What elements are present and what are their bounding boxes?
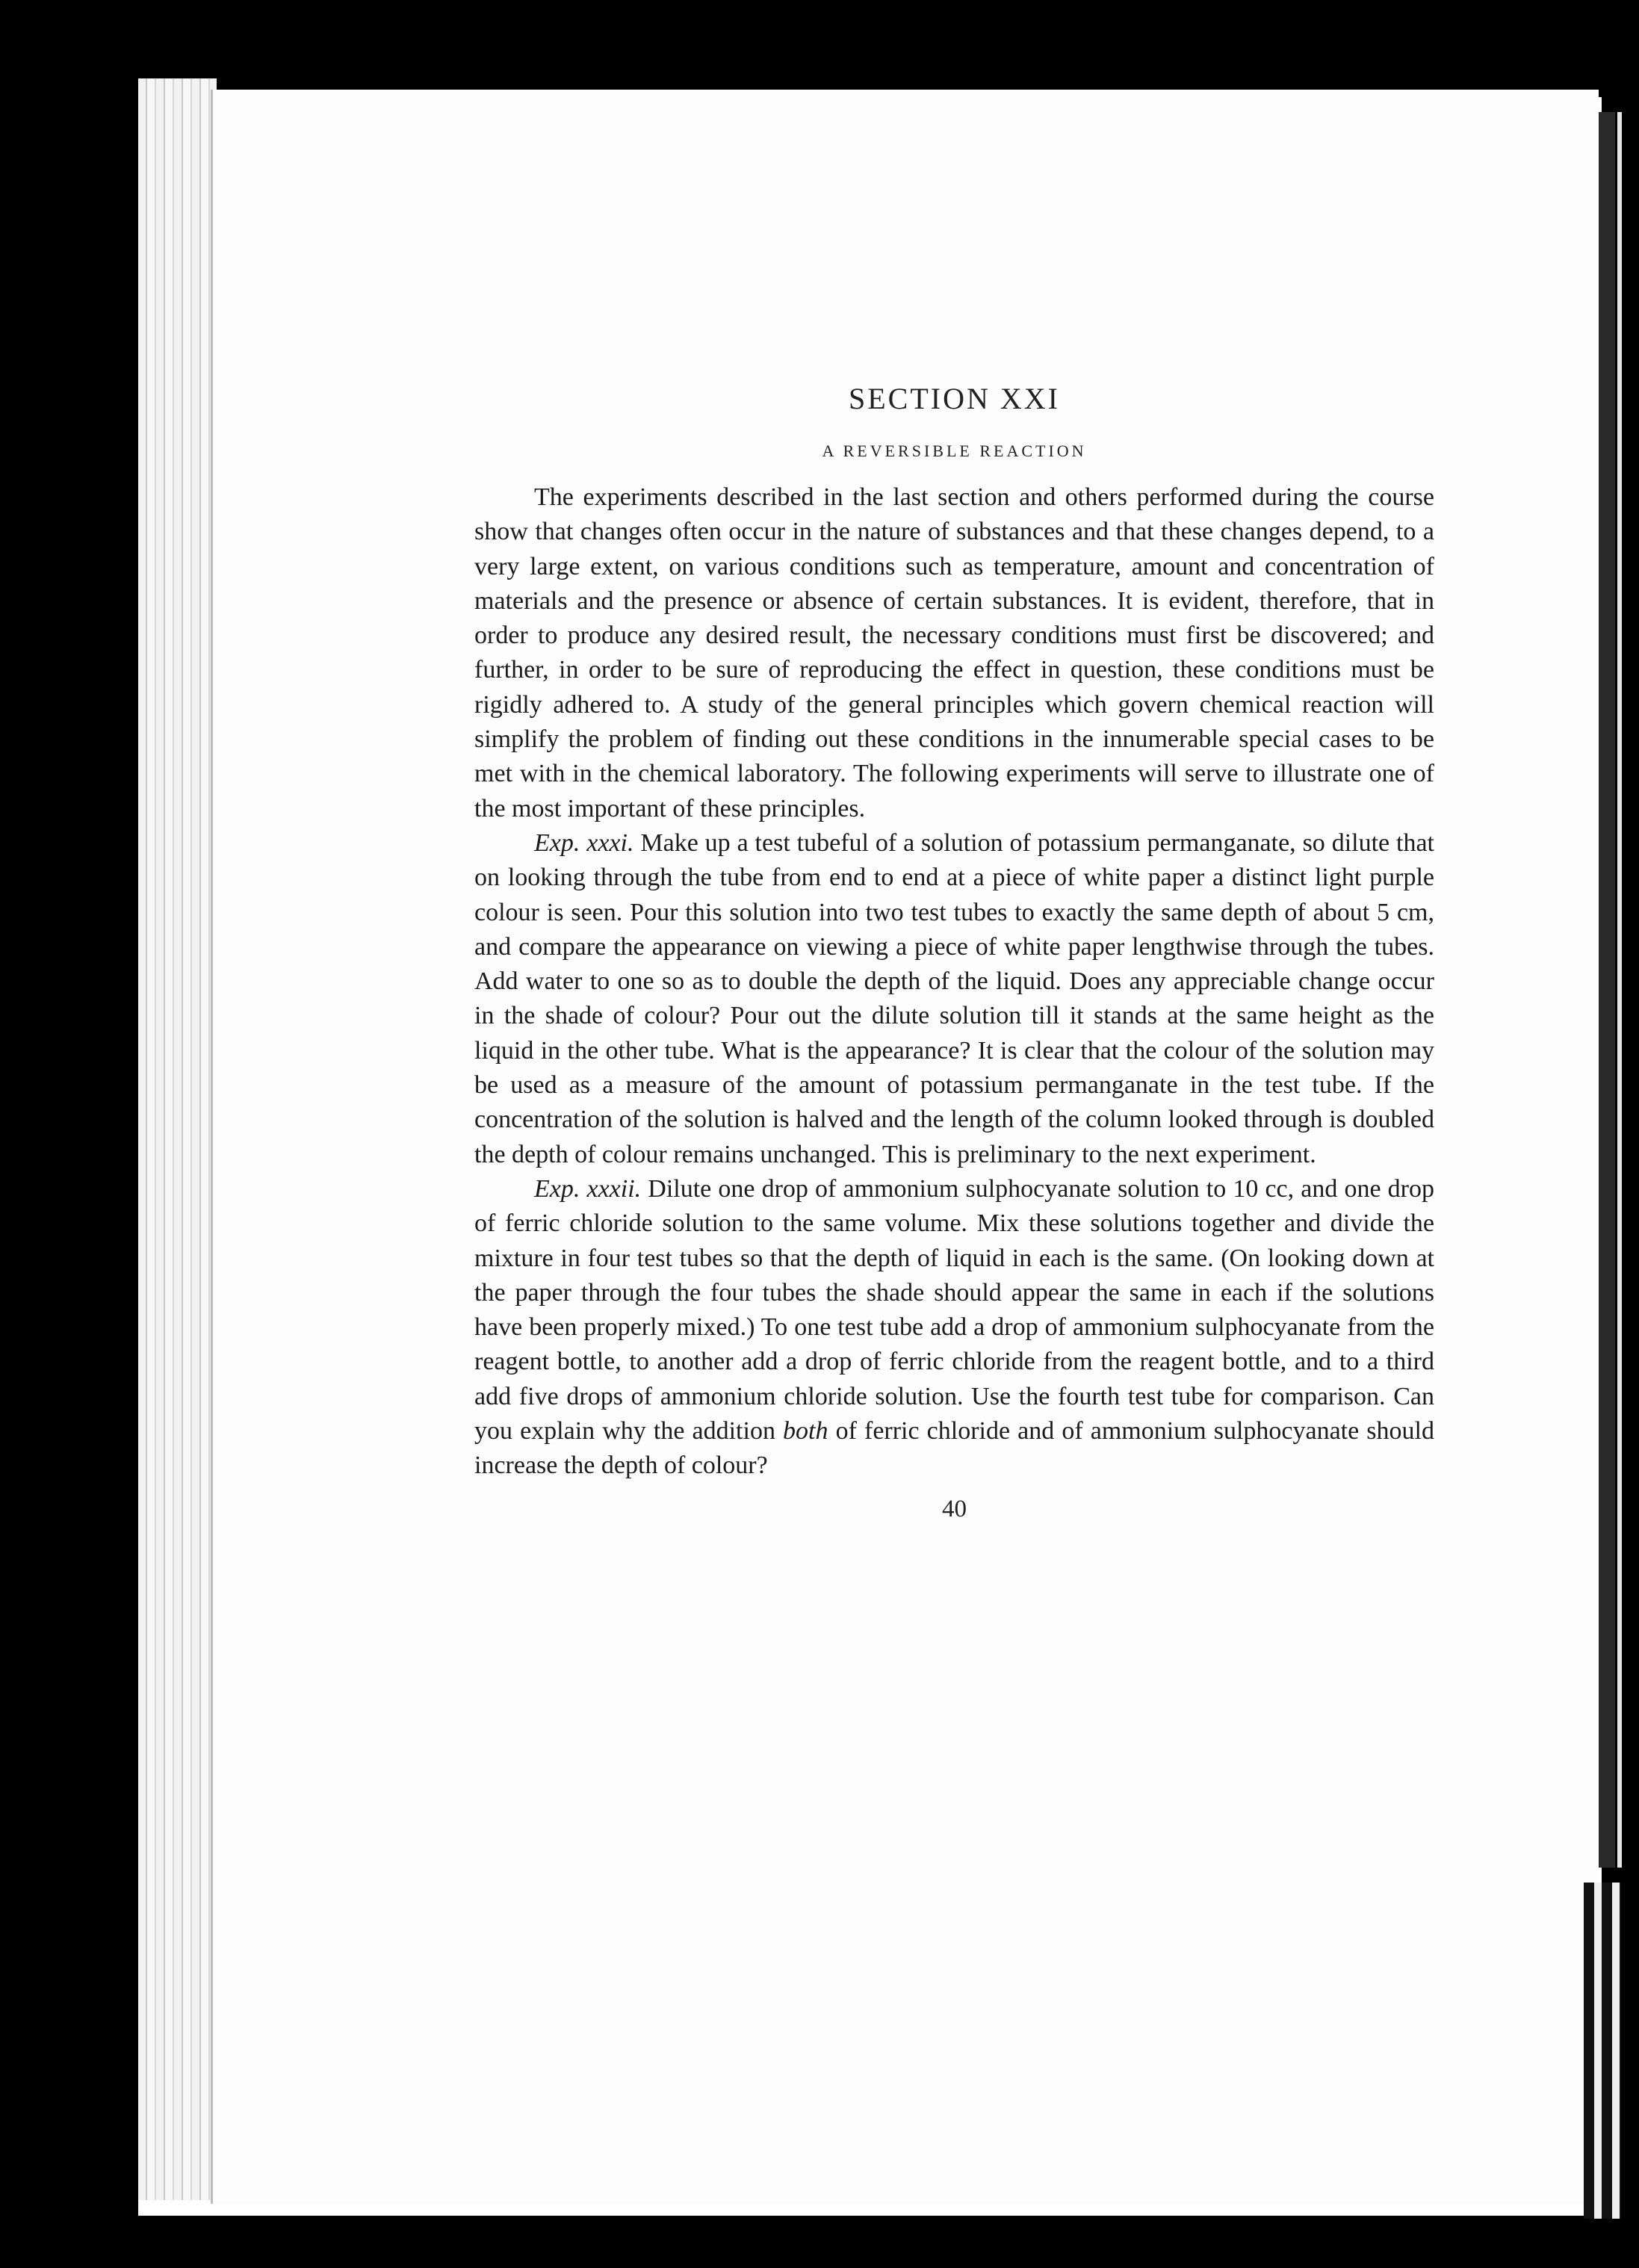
- experiment-xxxii-emphasis: both: [783, 1417, 828, 1446]
- scan-border-left: [0, 0, 138, 2268]
- scan-border-bottom: [0, 2216, 1639, 2268]
- experiment-xxxii-paragraph: [474, 1172, 1434, 1484]
- scan-border-top: [0, 0, 1639, 97]
- experiment-xxxi-label: Exp. xxxi.: [534, 828, 634, 857]
- experiment-xxxii-text: Dilute one drop of ammonium sulphocyanate solution to 10 cc, and one drop of ferric chloride solution to the same volume. Mix these solutions together and divide the mixture in four test tubes so that the depth of liquid in each is the same. (On looking down at the paper through the four tubes the shade should appear the same in each if the solutions have been properly mixed.) To one test tube add a drop of ammonium sulphocyanate from the reagent bottle, to another add a drop of ferric chloride from the reagent bottle, and to a third add five drops of ammonium chloride solution. Use the fourth test tube for comparison. Can you explain why the addition: [474, 1174, 1434, 1446]
- page-number: 40: [942, 1495, 967, 1522]
- experiment-xxxii-label: Exp. xxxii.: [534, 1174, 642, 1203]
- page-edges: [138, 78, 217, 2200]
- experiment-xxxi-text: Make up a test tubeful of a solution of potassium permanganate, so dilute that on looking through the tube from end to end at a piece of white paper a distinct light purple colour is seen. Pour this solution into two test tubes to exactly the same depth of about 5 cm, and compare the appearance on viewing a piece of white paper lengthwise through the tubes. Add water to one so as to double the depth of the liquid. Does any appreciable change occur in the shade of colour? Pour out the dilute solution till it stands at the same height as the liquid in the other tube. What is the appearance? It is clear that the colour of the solution may be used as a measure of the amount of potassium permanganate in the test tube. If the concentration of the solution is halved and the length of the column looked through is doubled the depth of colour remains unchanged. This is preliminary to the next experiment.: [474, 828, 1435, 1168]
- intro-paragraph: [474, 480, 1434, 826]
- experiment-xxxii-tail: of ferric chloride and of ammonium sulphocyanate should increase the depth of colour?: [474, 1417, 1434, 1480]
- experiment-xxxi-paragraph: [474, 826, 1434, 1172]
- page-text: [474, 351, 1434, 1523]
- section-subtitle: A REVERSIBLE REACTION: [822, 441, 1087, 460]
- binding-shadow: [1599, 112, 1615, 1868]
- binding-highlight: [1617, 112, 1622, 1868]
- intro-text: The experiments described in the last section and others performed during the course show that changes often occur in the nature of substances and that these changes depend, to a very large extent, on various conditions such as temperature, amount and concentration of materials and the presence or absence of certain substances. It is evident, therefore, that in order to produce any desired result, the necessary conditions must first be discovered; and further, in order to be sure of reproducing the effect in question, these conditions must be rigidly adhered to. A study of the general principles which govern chemical reaction will simplify the problem of finding out these conditions in the innumerable special cases to be met with in the chemical laboratory. The following experiments will serve to illustrate one of the most important of these principles.: [474, 483, 1434, 822]
- section-title: SECTION XXI: [849, 382, 1060, 415]
- binding-stripes: [1584, 1883, 1621, 2219]
